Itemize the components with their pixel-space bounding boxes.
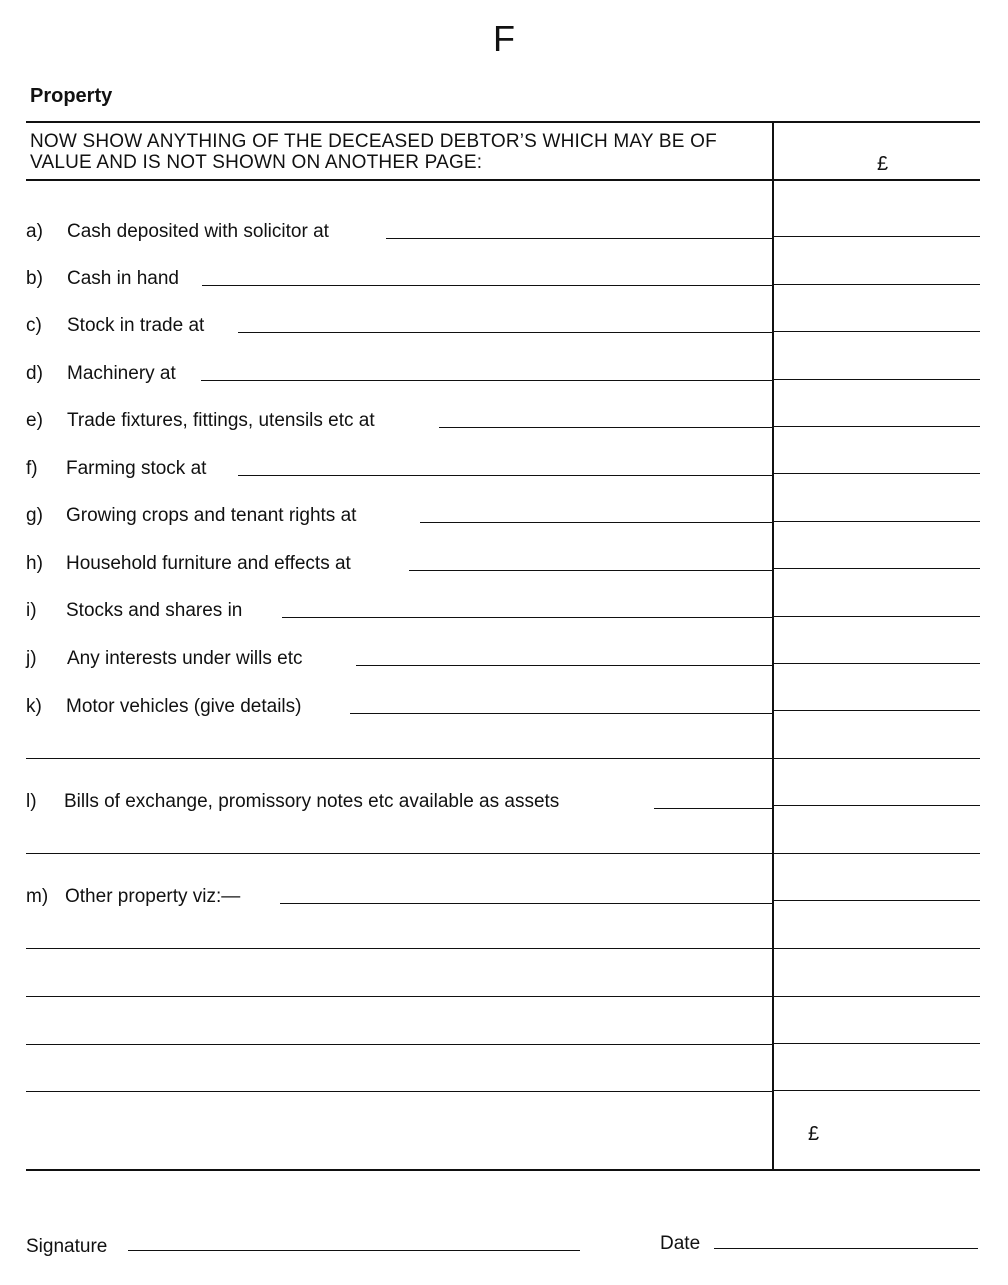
amount-field[interactable] — [774, 805, 980, 806]
signature-field[interactable] — [128, 1250, 580, 1251]
date-label: Date — [660, 1233, 701, 1254]
amount-field[interactable] — [774, 426, 980, 427]
intro-instruction: NOW SHOW ANYTHING OF THE DECEASED DEBTOR’S WHICH MAY BE OF VALUE AND IS NOT SHOWN ON ANOTHER PAGE: — [30, 131, 717, 173]
entry-line — [280, 903, 772, 904]
item-letter: i) — [26, 600, 37, 621]
list-item — [26, 884, 772, 910]
item-letter: h) — [26, 553, 43, 574]
list-item — [26, 219, 772, 245]
item-label: Motor vehicles (give details) — [66, 694, 309, 720]
amount-field[interactable] — [774, 900, 980, 901]
table-header-rule — [26, 179, 980, 181]
table-bottom-rule — [26, 1169, 980, 1171]
item-label: Stock in trade at — [67, 313, 212, 339]
entry-line-continuation — [26, 758, 772, 759]
signature-label: Signature — [26, 1236, 108, 1257]
entry-line — [654, 808, 772, 809]
entry-line-continuation — [26, 1091, 772, 1092]
entry-line — [356, 665, 772, 666]
entry-line — [202, 285, 772, 286]
entry-line-continuation — [26, 1044, 772, 1045]
section-title: Property — [30, 85, 113, 107]
item-letter: d) — [26, 363, 43, 384]
amount-field[interactable] — [774, 473, 980, 474]
item-label: Growing crops and tenant rights at — [66, 503, 364, 529]
amount-field[interactable] — [774, 284, 980, 285]
total-currency: £ — [808, 1123, 820, 1145]
entry-line — [350, 713, 772, 714]
list-item — [26, 694, 772, 720]
list-item — [26, 266, 772, 292]
entry-line — [238, 475, 772, 476]
date-field[interactable] — [714, 1248, 978, 1249]
currency-header: £ — [877, 153, 889, 175]
item-letter: a) — [26, 221, 43, 242]
item-letter: e) — [26, 410, 43, 431]
entry-line-continuation — [26, 996, 772, 997]
amount-field[interactable] — [774, 996, 980, 997]
amount-field[interactable] — [774, 710, 980, 711]
entry-line — [386, 238, 772, 239]
amount-field[interactable] — [774, 663, 980, 664]
amount-field[interactable] — [774, 758, 980, 759]
page-letter: F — [493, 18, 515, 59]
item-label: Farming stock at — [66, 456, 214, 482]
amount-field[interactable] — [774, 236, 980, 237]
entry-line — [409, 570, 772, 571]
amount-column-divider — [772, 121, 774, 1170]
entry-line — [201, 380, 772, 381]
list-item — [26, 551, 772, 577]
list-item — [26, 598, 772, 624]
amount-field[interactable] — [774, 1043, 980, 1044]
list-item — [26, 313, 772, 339]
amount-field[interactable] — [774, 331, 980, 332]
item-letter: c) — [26, 315, 42, 336]
item-letter: l) — [26, 791, 37, 812]
entry-line-continuation — [26, 948, 772, 949]
list-item — [26, 408, 772, 434]
amount-field[interactable] — [774, 379, 980, 380]
item-label: Stocks and shares in — [66, 598, 250, 624]
amount-field[interactable] — [774, 568, 980, 569]
list-item — [26, 361, 772, 387]
item-label: Bills of exchange, promissory notes etc available as assets — [64, 789, 567, 815]
item-letter: k) — [26, 696, 42, 717]
amount-field[interactable] — [774, 948, 980, 949]
item-letter: j) — [26, 648, 37, 669]
item-label: Other property viz:— — [65, 884, 248, 910]
list-item — [26, 503, 772, 529]
amount-field[interactable] — [774, 1090, 980, 1091]
item-label: Any interests under wills etc — [67, 646, 311, 672]
entry-line — [439, 427, 772, 428]
item-letter: b) — [26, 268, 43, 289]
entry-line-continuation — [26, 853, 772, 854]
list-item — [26, 789, 772, 815]
amount-field[interactable] — [774, 616, 980, 617]
item-label: Household furniture and effects at — [66, 551, 359, 577]
amount-field[interactable] — [774, 853, 980, 854]
table-top-rule — [26, 121, 980, 123]
item-label: Cash in hand — [67, 266, 187, 292]
item-letter: f) — [26, 458, 38, 479]
item-label: Trade fixtures, fittings, utensils etc at — [67, 408, 383, 434]
entry-line — [282, 617, 772, 618]
list-item — [26, 456, 772, 482]
item-letter: g) — [26, 505, 43, 526]
entry-line — [238, 332, 772, 333]
item-letter: m) — [26, 886, 49, 907]
entry-line — [420, 522, 772, 523]
amount-field[interactable] — [774, 521, 980, 522]
list-item — [26, 646, 772, 672]
item-label: Cash deposited with solicitor at — [67, 219, 337, 245]
item-label: Machinery at — [67, 361, 184, 387]
